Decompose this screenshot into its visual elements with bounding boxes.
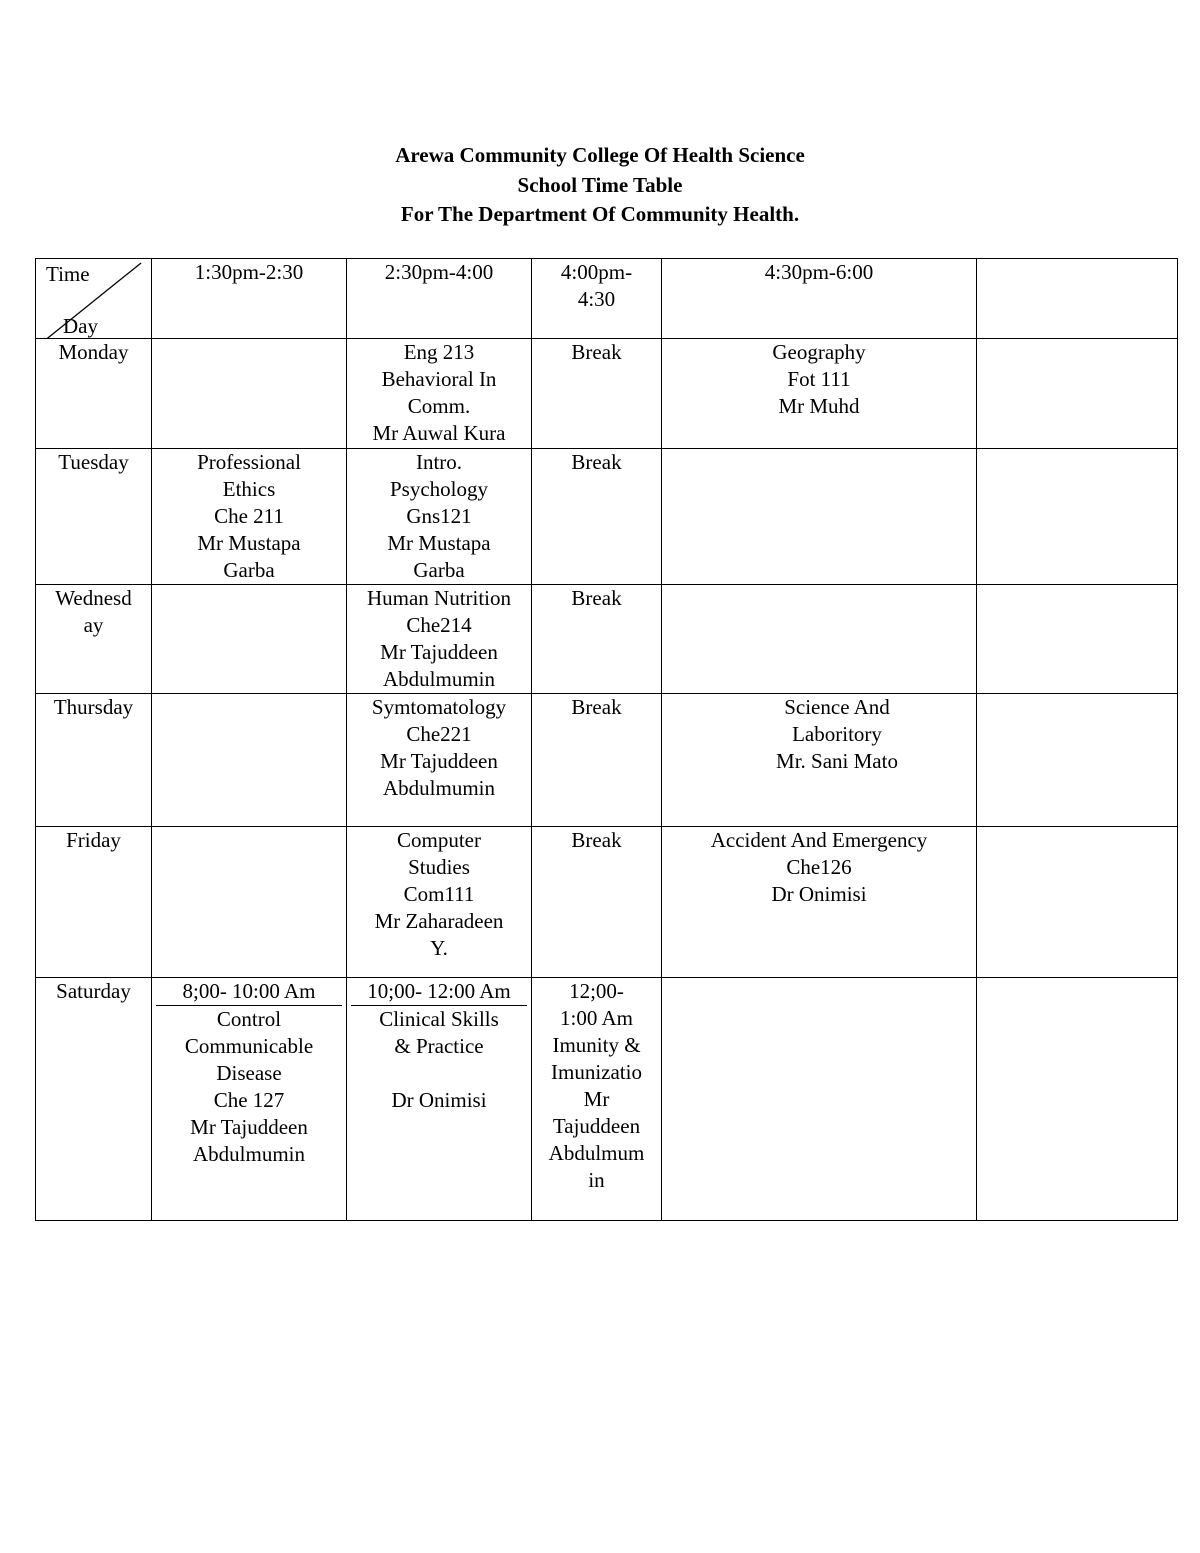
course-line: & Practice	[394, 1034, 484, 1058]
cell-tuesday-slot4	[662, 449, 977, 585]
table-row	[36, 449, 1178, 585]
course-line: Laboritory	[792, 722, 882, 746]
cell-thursday-slot4	[662, 694, 977, 827]
course-line: Abdulmumin	[382, 667, 495, 691]
document-title	[0, 141, 1200, 230]
course-line: Mr Auwal Kura	[372, 421, 506, 445]
course-line: Comm.	[407, 394, 471, 418]
cell-tuesday-slot5	[977, 449, 1178, 585]
cell-thursday-slot2	[347, 694, 532, 827]
course-line: Intro.	[415, 450, 463, 474]
cell-friday-slot2	[347, 827, 532, 978]
course-line: Che 211	[214, 504, 284, 528]
course-line: Mr Zaharadeen	[374, 909, 504, 933]
day-cell-wednesday	[36, 585, 152, 694]
cell-wednesday-slot3: Break	[532, 585, 662, 694]
cell-saturday-slot4	[662, 978, 977, 1221]
course-line: in	[588, 1168, 605, 1192]
timetable-title: School Time Table	[517, 172, 683, 197]
course-line: Abdulmumin	[192, 1142, 305, 1166]
course-line: Mr Tajuddeen	[380, 749, 498, 773]
slot-header-3	[532, 259, 662, 339]
course-line: Human Nutrition	[366, 586, 512, 610]
course-line: Eng 213	[403, 340, 475, 364]
course-line: Disease	[216, 1061, 282, 1085]
cell-friday-slot5	[977, 827, 1178, 978]
course-line: Dr Onimisi	[391, 1088, 487, 1112]
course-line: Communicable	[184, 1034, 314, 1058]
cell-monday-slot5	[977, 339, 1178, 449]
saturday-time-2: 10;00- 12:00 Am	[351, 978, 527, 1006]
cell-saturday-slot2	[347, 978, 532, 1221]
course-line: Tajuddeen	[552, 1114, 641, 1138]
slot-header-3-line2: 4:30	[577, 287, 616, 311]
course-line: Gns121	[406, 504, 472, 528]
course-line: Mr Mustapa	[387, 531, 491, 555]
table-row	[36, 585, 1178, 694]
course-line: Accident And Emergency	[710, 828, 928, 852]
course-line: Garba	[413, 558, 465, 582]
course-line: Che214	[406, 613, 472, 637]
course-line: Symtomatology	[371, 695, 507, 719]
table-row	[36, 978, 1178, 1221]
course-line: Studies	[408, 855, 470, 879]
cell-wednesday-slot5	[977, 585, 1178, 694]
course-line: Professional	[197, 450, 301, 474]
day-cell-thursday: Thursday	[36, 694, 152, 827]
day-cell-friday: Friday	[36, 827, 152, 978]
course-line: Com111	[403, 882, 475, 906]
cell-monday-slot4	[662, 339, 977, 449]
header-row	[36, 259, 1178, 339]
cell-friday-slot1	[152, 827, 347, 978]
cell-wednesday-slot4	[662, 585, 977, 694]
course-line: Imunizatio	[551, 1060, 642, 1084]
course-line: Behavioral In	[381, 367, 497, 391]
slot-header-4: 4:30pm-6:00	[662, 259, 977, 339]
day-cell-tuesday: Tuesday	[36, 449, 152, 585]
course-line	[351, 1060, 527, 1087]
course-line: Mr Tajuddeen	[380, 640, 498, 664]
cell-wednesday-slot2	[347, 585, 532, 694]
course-line: Ethics	[222, 477, 276, 501]
course-line: Computer	[397, 828, 481, 852]
college-name: Arewa Community College Of Health Science	[395, 143, 805, 167]
cell-tuesday-slot2	[347, 449, 532, 585]
course-line: Mr. Sani Mato	[776, 749, 898, 773]
course-line: Che126	[786, 855, 852, 879]
cell-monday-slot1	[152, 339, 347, 449]
course-line: Che221	[406, 722, 472, 746]
saturday-time-3-line1: 12;00-	[569, 979, 624, 1003]
day-line: Wednesd	[55, 586, 132, 610]
slot-header-3-line1: 4:00pm-	[560, 260, 633, 284]
corner-cell	[36, 259, 152, 339]
course-line: Geography	[772, 340, 866, 364]
saturday-time-1: 8;00- 10:00 Am	[156, 978, 342, 1006]
corner-day-label: Day	[63, 314, 98, 338]
cell-saturday-slot5	[977, 978, 1178, 1221]
course-line: Y.	[430, 936, 448, 960]
day-cell-saturday: Saturday	[36, 978, 152, 1221]
cell-tuesday-slot3: Break	[532, 449, 662, 585]
course-line: Garba	[223, 558, 275, 582]
course-line: Fot 111	[787, 367, 851, 391]
day-cell-monday: Monday	[36, 339, 152, 449]
saturday-time-3-line2: 1:00 Am	[560, 1006, 633, 1030]
course-line: Imunity &	[552, 1033, 641, 1057]
course-line: Abdulmum	[548, 1141, 645, 1165]
slot-header-1: 1:30pm-2:30	[152, 259, 347, 339]
cell-friday-slot3: Break	[532, 827, 662, 978]
table-row	[36, 339, 1178, 449]
cell-thursday-slot1	[152, 694, 347, 827]
slot-header-5	[977, 259, 1178, 339]
course-line: Abdulmumin	[382, 776, 495, 800]
course-line: Mr Tajuddeen	[190, 1115, 308, 1139]
cell-monday-slot2	[347, 339, 532, 449]
cell-saturday-slot3	[532, 978, 662, 1221]
timetable	[35, 258, 1178, 1221]
cell-monday-slot3: Break	[532, 339, 662, 449]
course-line: Mr Muhd	[778, 394, 860, 418]
course-line: Control	[216, 1007, 282, 1031]
day-line: ay	[83, 613, 104, 637]
cell-thursday-slot3: Break	[532, 694, 662, 827]
slot-header-2: 2:30pm-4:00	[347, 259, 532, 339]
table-row	[36, 827, 1178, 978]
cell-friday-slot4	[662, 827, 977, 978]
course-line: Mr	[583, 1087, 610, 1111]
course-line: Psychology	[389, 477, 488, 501]
cell-thursday-slot5	[977, 694, 1178, 827]
course-line: Che 127	[213, 1088, 285, 1112]
course-line: Science And	[784, 695, 890, 719]
table-row	[36, 694, 1178, 827]
cell-tuesday-slot1	[152, 449, 347, 585]
course-line: Dr Onimisi	[771, 882, 867, 906]
course-line: Mr Mustapa	[197, 531, 301, 555]
cell-wednesday-slot1	[152, 585, 347, 694]
course-line: Clinical Skills	[379, 1007, 499, 1031]
corner-time-label: Time	[46, 262, 90, 286]
cell-saturday-slot1	[152, 978, 347, 1221]
department-title: For The Department Of Community Health.	[400, 202, 800, 226]
